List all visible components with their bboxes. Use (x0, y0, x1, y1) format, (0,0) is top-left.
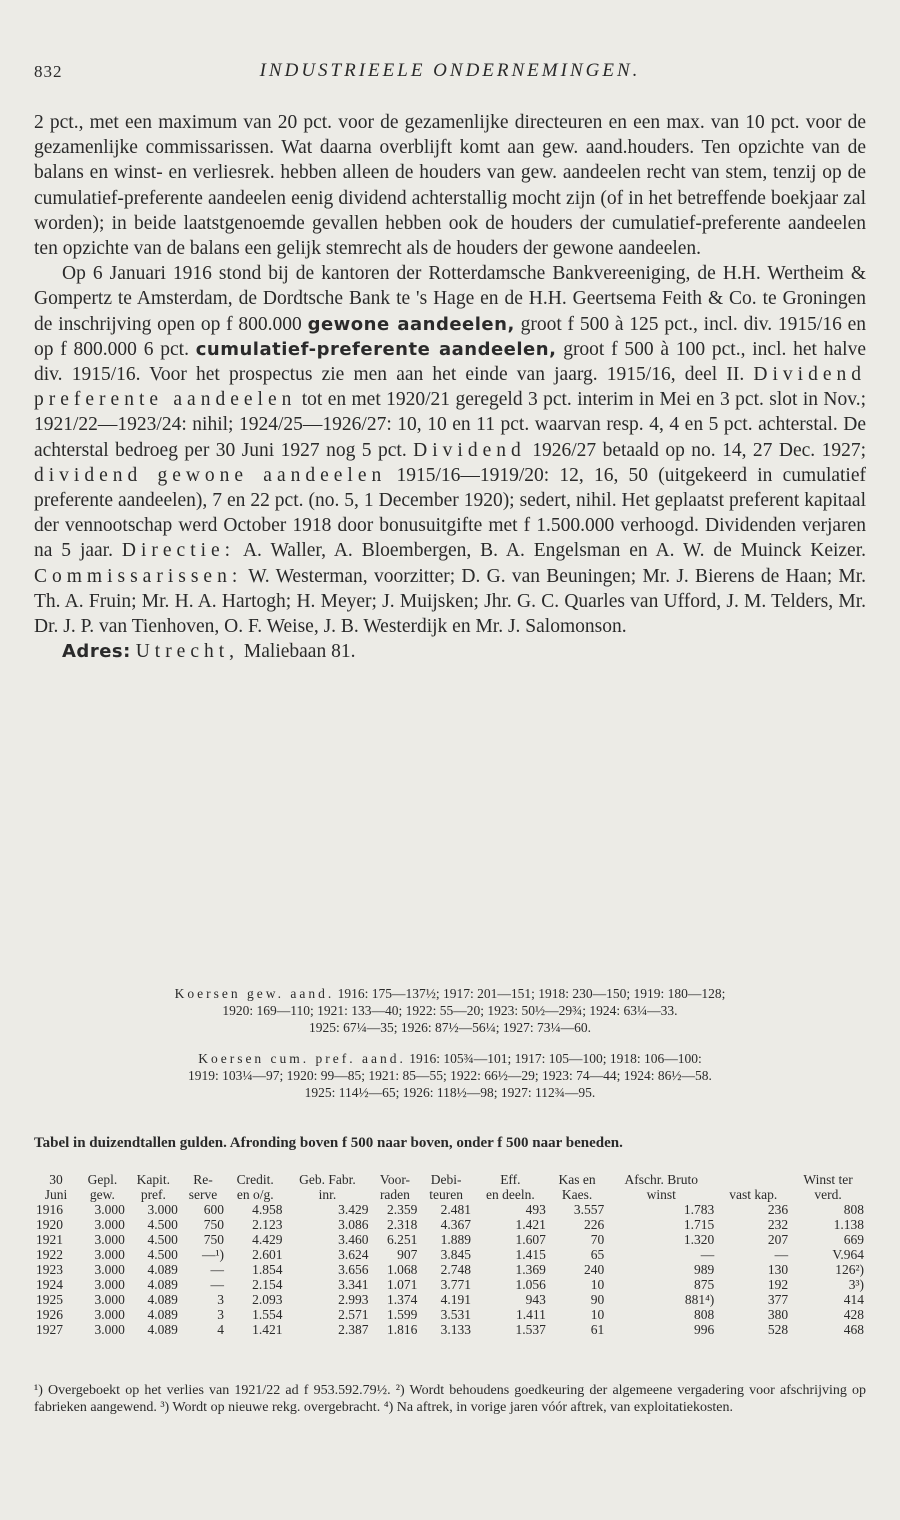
running-title: INDUSTRIEELE ONDERNEMINGEN. (259, 60, 641, 81)
table-cell: 493 (525, 1202, 546, 1217)
table-cell: 2.993 (338, 1292, 369, 1307)
table-cell: 907 (397, 1247, 418, 1262)
label-adres: Adres: (62, 641, 131, 663)
table-cell: 3.460 (338, 1232, 369, 1247)
table-cell: 4.500 (147, 1247, 178, 1262)
table-cell: 2.318 (386, 1217, 418, 1232)
table-header-cell: en o/g. (236, 1187, 274, 1202)
table-cell: 3.000 (94, 1277, 125, 1292)
table-cell: 3.000 (94, 1262, 125, 1277)
table-cell: 2.123 (252, 1217, 283, 1232)
table-cell: 4.429 (252, 1232, 283, 1247)
table-cell: 750 (203, 1217, 225, 1232)
table-row (34, 1247, 866, 1262)
table-cell: 1.369 (515, 1262, 546, 1277)
adres-city: Utrecht, (135, 641, 240, 663)
table-cell: 3.624 (338, 1247, 369, 1262)
table-cell: 3.000 (94, 1217, 125, 1232)
table-cell: 126²) (835, 1262, 864, 1277)
table-cell: 2.481 (440, 1202, 471, 1217)
table-row (34, 1292, 866, 1307)
body-text (34, 110, 866, 664)
table-header-cell: raden (379, 1187, 410, 1202)
koersen-preferent-heading: Koersen cum. pref. aand. (198, 1051, 406, 1066)
footnotes (34, 1383, 866, 1416)
table-header-cell: Kas en (558, 1172, 596, 1187)
text-directie: A. Waller, A. Bloembergen, B. A. Engelsman en A. W. de Muinck Keizer. (242, 540, 866, 562)
table-header-cell: Re- (193, 1172, 213, 1187)
table-cell: 1924 (36, 1277, 63, 1292)
table-cell: V.964 (832, 1247, 864, 1262)
adres-street: Maliebaan 81. (243, 641, 356, 663)
table-cell: 3.000 (94, 1202, 125, 1217)
table-cell: 380 (767, 1307, 789, 1322)
table-cell: 996 (694, 1322, 715, 1337)
table-cell: 3.000 (94, 1232, 125, 1247)
table-cell: 3.000 (94, 1307, 125, 1322)
table-cell: 1922 (36, 1247, 63, 1262)
table-cell: 1.607 (515, 1232, 546, 1247)
label-dividend-preferente: Dividend preferente aandeelen (34, 364, 866, 411)
table-cell: 1.854 (252, 1262, 283, 1277)
table-cell: 2.093 (252, 1292, 283, 1307)
table-cell: 1.421 (252, 1322, 283, 1337)
table-cell: 1916 (36, 1202, 63, 1217)
table-header-cell: Credit. (236, 1172, 274, 1187)
koersen-section (34, 985, 866, 1115)
table-cell: 943 (525, 1292, 546, 1307)
table-row (34, 1322, 866, 1337)
table-cell: — (210, 1262, 225, 1277)
table-header-cell: verd. (814, 1187, 842, 1202)
table-cell: 3.133 (440, 1322, 471, 1337)
table-cell: 3.341 (338, 1277, 369, 1292)
table-cell: 1.554 (252, 1307, 283, 1322)
table-cell: 65 (590, 1247, 605, 1262)
table-header-cell: Kaes. (561, 1187, 593, 1202)
table-cell: 1.599 (386, 1307, 418, 1322)
table-cell: 3.000 (94, 1292, 125, 1307)
table-cell: 2.571 (338, 1307, 369, 1322)
text-issue-a: Op 6 Januari 1916 stond bij de kantoren der Rotterdamsche Bankvereeniging, de H.H. Wertheim & Gompertz te Amsterdam, de Dordtsche Bank te 's Hage en de H.H. Geertsema Feith & Co. te Groningen de inschrijving open op f 800.000 (34, 263, 866, 335)
table-header-cell: teuren (429, 1187, 463, 1202)
table-cell: 2.387 (338, 1322, 369, 1337)
koersen-preferent-line2: 1919: 103¼—97; 1920: 99—85; 1921: 85—55; 1922: 66½—29; 1923: 74—44; 1924: 86½—58. (188, 1068, 712, 1083)
table-cell: 3.771 (440, 1277, 471, 1292)
label-dividend: Dividend (413, 439, 526, 461)
table-header-cell: gew. (89, 1187, 115, 1202)
table-cell: 1.138 (833, 1217, 864, 1232)
table-cell: 10 (590, 1307, 605, 1322)
table-header-cell: serve (188, 1187, 218, 1202)
table-cell: 808 (843, 1202, 864, 1217)
paragraph-voting: 2 pct., met een maximum van 20 pct. voor de gezamenlijke directeuren en een max. van 10 pct. voor de gezamenlijke commissarissen. Wat daarna overblijft komt aan gew. aand.houders. Ten opzichte van de balans en winst- en verliesrek. hebben alleen de houders van gew. aandeelen recht van stem, tenzij op de cumulatief-preferente aandeelen eenig dividend achterstallig mocht zijn (of in het betreffende boekjaar zal worden); in beide laatstgenoemde gevallen hebben ook de houders der cumulatief-preferente aandeelen ten opzichte van de balans een gelijk stemrecht als de houders der gewone aandeelen. (34, 112, 866, 260)
table-header-cell: Voor- (379, 1172, 411, 1187)
table-cell: —¹) (201, 1247, 225, 1262)
table-cell: 3.086 (338, 1217, 369, 1232)
table-header-cell: Afschr. Bruto (624, 1172, 699, 1187)
text-issue-f: 1915/16—1919/20: 12, 16, 50 (uitgekeerd in cumulatief preferente aandeelen), 7 en 22 pct. (no. 5, 1 December 1920); sedert, nihil. Het geplaatst preferent kapitaal der vennootschap werd October 1918 door bonusuitgifte met f 1.500.000 verhoogd. Dividenden verjaren na 5 jaar. (34, 464, 866, 562)
table-cell: 4.367 (440, 1217, 471, 1232)
table-cell: 3.429 (338, 1202, 369, 1217)
text-commissarissen: W. Westerman, voorzitter; D. G. van Beuningen; Mr. J. Bierens de Haan; Mr. Th. A. Fruin; Mr. H. A. Hartogh; H. Meyer; J. Muijsken; Jhr. G. C. Quarles van Ufford, J. M. Telders, Mr. Dr. J. P. van Tienhoven, O. F. Weise, J. B. Westerdijk en Mr. J. Salomonson. (34, 565, 867, 638)
table-cell: 808 (694, 1307, 715, 1322)
table-cell: 1.783 (683, 1202, 715, 1217)
table-cell: 1.537 (515, 1322, 546, 1337)
table-cell: 2.601 (252, 1247, 283, 1262)
paragraph-issue (34, 261, 866, 639)
table-cell: 4.089 (147, 1262, 178, 1277)
table-cell: 414 (843, 1292, 864, 1307)
table-cell: 377 (767, 1292, 789, 1307)
text-issue-d: tot en met 1920/21 geregeld 3 pct. interim in Mei en 3 pct. slot in Nov.; 1921/22—1923/24: nihil; 1924/25—1926/27: 10, 10 en 11 pct. waarvan resp. 4, 4 en 5 pct. achterstal. De achterstal bedroeg per 30 Juni 1927 nog 5 pct. (34, 389, 866, 461)
table-cell: 1927 (36, 1322, 63, 1337)
table-header-cell: pref. (140, 1187, 166, 1202)
footnote-text: ¹) Overgeboekt op het verlies van 1921/22 ad f 953.592.79½. ²) Wordt behoudens goedkeuring der algemeene vergadering voor afschrijving op fabrieken aangewend. ³) Wordt op nieuwe rekg. overgebracht. ⁴) Na aftrek, in vorige jaren vóór aftrek, van exploitatiekosten. (34, 1383, 866, 1415)
table-body (34, 1202, 866, 1337)
table-cell: 4.958 (252, 1202, 283, 1217)
table-cell: 3.557 (573, 1202, 605, 1217)
table-header-cell: Geb. Fabr. (299, 1172, 356, 1187)
table-cell: 240 (583, 1262, 605, 1277)
table-header-cell: 30 (49, 1172, 63, 1187)
table-cell: 1.889 (440, 1232, 471, 1247)
table-cell: — (774, 1247, 789, 1262)
table-cell: 4.089 (147, 1322, 178, 1337)
table-row (34, 1202, 866, 1217)
table-cell: 1921 (36, 1232, 63, 1247)
table-cell: 1923 (36, 1262, 63, 1277)
table-cell: 2.359 (386, 1202, 418, 1217)
table-header-cell: Kapit. (136, 1172, 171, 1187)
table-header-cell: inr. (318, 1187, 337, 1202)
table-cell: — (210, 1277, 225, 1292)
table-cell: 4.089 (147, 1292, 178, 1307)
table-row (34, 1262, 866, 1277)
table-cell: 1.320 (683, 1232, 715, 1247)
table-cell: — (700, 1247, 715, 1262)
koersen-gewone (34, 985, 866, 1036)
table-cell: 3.000 (147, 1202, 178, 1217)
text-issue-c: groot f 500 à 100 pct., incl. het halve div. 1915/16. Voor het prospectus zie men aan het einde van jaarg. 1915/16, deel II. (34, 338, 866, 386)
table-cell: 4.089 (147, 1277, 178, 1292)
table-header-cell: Gepl. (87, 1172, 118, 1187)
table-cell: 3.845 (440, 1247, 471, 1262)
label-dividend-gewone: dividend gewone aandeelen (34, 464, 387, 486)
heading-cumulatief-preferente: cumulatief-preferente aandeelen, (195, 338, 557, 360)
table-cell: 669 (843, 1232, 864, 1247)
table-cell: 10 (590, 1277, 605, 1292)
table-header-cell: vast kap. (729, 1187, 778, 1202)
table-cell: 881⁴) (684, 1292, 715, 1307)
financial-table (34, 1172, 866, 1337)
table-cell: 3.000 (94, 1247, 125, 1262)
table-cell: 1.816 (386, 1322, 418, 1337)
label-commissarissen: Commissarissen: (34, 565, 243, 587)
table-cell: 1925 (36, 1292, 63, 1307)
table-header-row-2 (34, 1187, 866, 1202)
table-cell: 3.656 (338, 1262, 369, 1277)
table-cell: 1926 (36, 1307, 63, 1322)
table-cell: 528 (767, 1322, 789, 1337)
table-header-cell: winst (646, 1187, 676, 1202)
table-cell: 192 (767, 1277, 789, 1292)
table-cell: 1920 (36, 1217, 63, 1232)
table-cell: 226 (583, 1217, 605, 1232)
table-cell: 130 (767, 1262, 789, 1277)
table-cell: 4.191 (440, 1292, 471, 1307)
table-cell: 4.089 (147, 1307, 178, 1322)
table-row (34, 1277, 866, 1292)
table-cell: 1.415 (515, 1247, 546, 1262)
table-caption: Tabel in duizendtallen gulden. Afronding boven f 500 naar boven, onder f 500 naar beneden. (34, 1135, 623, 1151)
koersen-gewone-line1: 1916: 175—137½; 1917: 201—151; 1918: 230—150; 1919: 180—128; (337, 986, 726, 1001)
table-cell: 2.748 (440, 1262, 471, 1277)
table-cell: 4 (217, 1322, 225, 1337)
table-header-cell: en deeln. (486, 1187, 535, 1202)
koersen-preferent-line1: 1916: 105¾—101; 1917: 105—100; 1918: 106—100: (409, 1051, 702, 1066)
table-header-cell: Debi- (430, 1172, 462, 1187)
table-cell: 3.531 (440, 1307, 471, 1322)
table-header-cell: Winst ter (803, 1172, 853, 1187)
table-row (34, 1232, 866, 1247)
text-issue-b: groot f 500 à 125 pct., incl. div. 1915/16 en op f 800.000 6 pct. (34, 313, 867, 360)
table-cell: 1.068 (386, 1262, 418, 1277)
table-cell: 3 (217, 1307, 225, 1322)
table-cell: 875 (694, 1277, 715, 1292)
table-cell: 3 (217, 1292, 225, 1307)
text-issue-e: 1926/27 betaald op no. 14, 27 Dec. 1927; (532, 439, 867, 461)
table-cell: 70 (590, 1232, 605, 1247)
table-cell: 4.500 (147, 1217, 178, 1232)
table-header-row-1 (34, 1172, 866, 1187)
table-header-cell: Juni (44, 1187, 68, 1202)
page-number: 832 (34, 62, 63, 81)
koersen-preferent-line3: 1925: 114½—65; 1926: 118½—98; 1927: 112¾—95. (304, 1085, 596, 1100)
table-cell: 1.056 (515, 1277, 546, 1292)
heading-gewone-aandeelen: gewone aandeelen, (307, 313, 515, 335)
paragraph-adres (34, 639, 866, 664)
table-header-cell (716, 1172, 790, 1187)
koersen-preferent (34, 1050, 866, 1101)
table-header-cell: Eff. (500, 1172, 521, 1187)
table-cell: 3.000 (94, 1322, 125, 1337)
table-cell: 468 (843, 1322, 864, 1337)
table-cell: 1.411 (515, 1307, 546, 1322)
koersen-gewone-heading: Koersen gew. aand. (174, 986, 335, 1001)
table-cell: 2.154 (252, 1277, 283, 1292)
koersen-gewone-line3: 1925: 67¼—35; 1926: 87½—56¼; 1927: 73¼—60. (308, 1020, 591, 1035)
table-cell: 236 (767, 1202, 789, 1217)
table-cell: 1.374 (386, 1292, 418, 1307)
table-cell: 750 (203, 1232, 225, 1247)
table-cell: 232 (767, 1217, 789, 1232)
table-cell: 1.421 (515, 1217, 546, 1232)
table-cell: 90 (590, 1292, 605, 1307)
table-cell: 207 (767, 1232, 789, 1247)
table-cell: 61 (590, 1322, 605, 1337)
table-cell: 428 (843, 1307, 864, 1322)
table-cell: 1.071 (386, 1277, 418, 1292)
table-cell: 1.715 (683, 1217, 715, 1232)
koersen-gewone-line2: 1920: 169—110; 1921: 133—40; 1922: 55—20; 1923: 50½—29¾; 1924: 63¼—33. (222, 1003, 678, 1018)
table-row (34, 1307, 866, 1322)
table-cell: 6.251 (386, 1232, 418, 1247)
table-cell: 600 (203, 1202, 225, 1217)
table-cell: 4.500 (147, 1232, 178, 1247)
table-cell: 3³) (848, 1277, 864, 1292)
table-cell: 989 (694, 1262, 715, 1277)
label-directie: Directie: (121, 540, 236, 562)
table-row (34, 1217, 866, 1232)
